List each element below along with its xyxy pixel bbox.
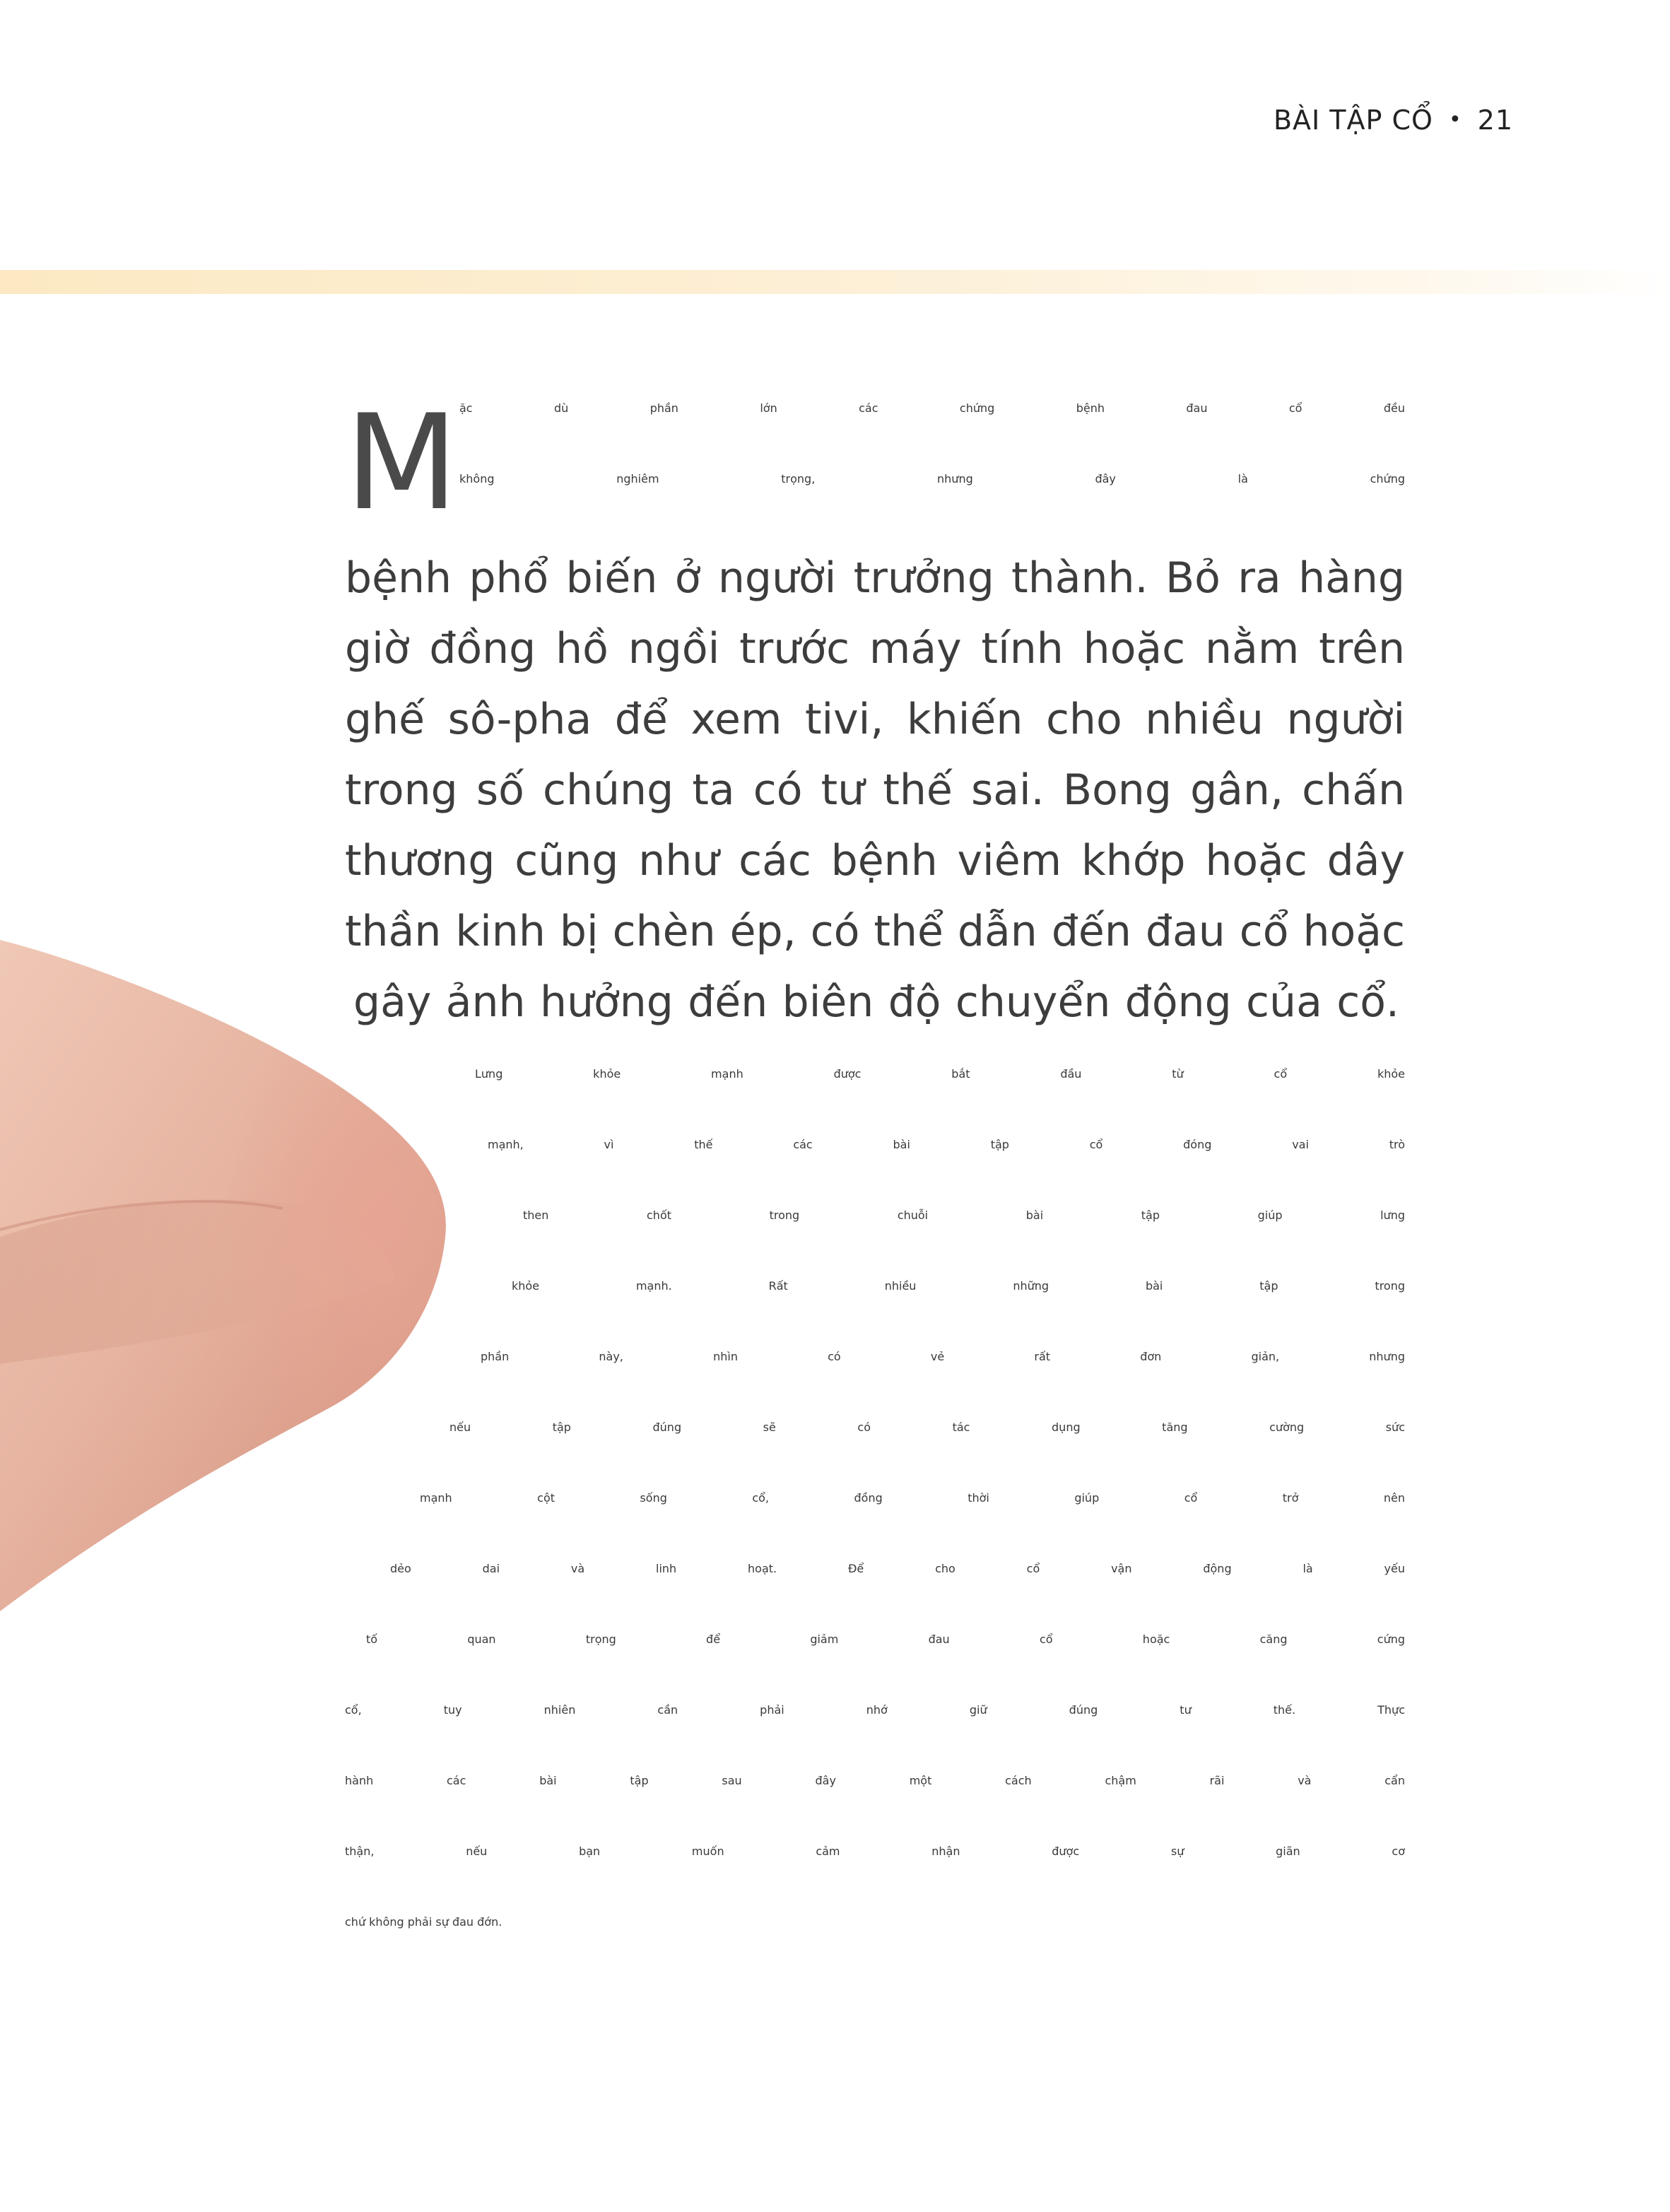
paragraph-1-line: trong số chúng ta có tư thế sai. Bong gân, chấn: [345, 765, 1405, 815]
paragraph-1-line: ặc dù phần lớn các chứng bệnh đau cổ đều: [459, 401, 1405, 415]
bent-arm-image: [0, 940, 466, 1611]
paragraph-2-line: nếu tập đúng sẽ có tác dụng tăng cường sức: [449, 1420, 1405, 1434]
paragraph-1-line: ghế sô-pha để xem tivi, khiến cho nhiều người: [345, 695, 1405, 744]
paragraph-1-line: thần kinh bị chèn ép, có thể dẫn đến đau cổ hoặc: [345, 907, 1405, 956]
paragraph-2-line: cổ, tuy nhiên cần phải nhớ giữ đúng tư thế. Thực: [345, 1703, 1405, 1717]
paragraph-2-line: Lưng khỏe mạnh được bắt đầu từ cổ khỏe: [475, 1067, 1405, 1081]
paragraph-1-line: giờ đồng hồ ngồi trước máy tính hoặc nằm trên: [345, 624, 1405, 673]
paragraph-2-line: phần này, nhìn có vẻ rất đơn giản, nhưng: [481, 1350, 1405, 1363]
paragraph-2-line: mạnh cột sống cổ, đồng thời giúp cổ trở nên: [420, 1491, 1405, 1505]
paragraph-1-line: thương cũng như các bệnh viêm khớp hoặc dây: [345, 836, 1405, 886]
page-number: 21: [1477, 105, 1513, 136]
paragraph-2-line: hành các bài tập sau đây một cách chậm rãi và cẩn: [345, 1774, 1405, 1787]
running-header: [1274, 105, 1513, 136]
drop-cap: M: [345, 386, 459, 539]
header-separator: •: [1448, 107, 1462, 132]
paragraph-2-line: dẻo dai và linh hoạt. Để cho cổ vận động là yếu: [390, 1562, 1405, 1575]
paragraph-2-line: tố quan trọng để giảm đau cổ hoặc căng cứng: [366, 1632, 1405, 1646]
paragraph-2-line: then chốt trong chuỗi bài tập giúp lưng: [523, 1208, 1405, 1222]
paragraph-2-line: mạnh, vì thế các bài tập cổ đóng vai trò: [488, 1138, 1405, 1151]
paragraph-1-line: không nghiêm trọng, nhưng đây là chứng: [459, 472, 1405, 486]
paragraph-2-line: thận, nếu bạn muốn cảm nhận được sự giãn cơ: [345, 1845, 1405, 1858]
section-title: BÀI TẬP CỔ: [1273, 105, 1433, 136]
paragraph-1-line: gây ảnh hưởng đến biên độ chuyển động của cổ.: [353, 977, 1399, 1027]
paragraph-2-line: khỏe mạnh. Rất nhiều những bài tập trong: [512, 1279, 1405, 1293]
paragraph-1-line: bệnh phổ biến ở người trưởng thành. Bỏ ra hàng: [345, 553, 1405, 603]
paragraph-1-body: [345, 543, 1405, 1037]
decorative-band: [0, 270, 1670, 294]
paragraph-2-line: chứ không phải sự đau đớn.: [345, 1915, 502, 1929]
